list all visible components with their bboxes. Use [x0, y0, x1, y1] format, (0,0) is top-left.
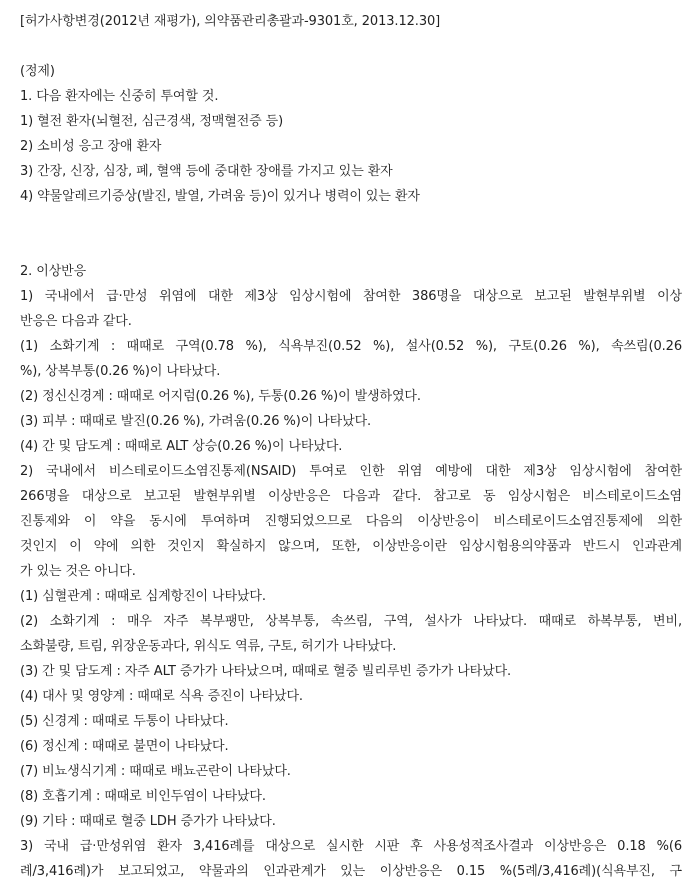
precautions-title: (정제): [20, 64, 55, 79]
spacer: [20, 34, 682, 59]
adverse-line: 266명을 대상으로 보고된 발현부위별 이상반응은 다음과 같다. 참고로 동 임상시험은 비스테로이드소염: [20, 489, 682, 504]
adverse-line: 례/3,416례)가 보고되었고, 약물과의 인과관계가 있는 이상반응은 0.15 %(5례/3,416례)(식욕부진, 구: [20, 864, 682, 879]
adverse-title: 2. 이상반응: [20, 264, 87, 279]
adverse-line: 진통제와 이 약을 동시에 투여하며 진행되었으므로 다음의 이상반응이 비스테로이드소염진통제에 의한: [20, 514, 682, 529]
revision-header: [허가사항변경(2012년 재평가), 의약품관리총괄과-9301호, 2013.12.30]: [20, 14, 441, 29]
adverse-line: 반응은 다음과 같다.: [20, 314, 132, 329]
adverse-line: (5) 신경계 : 때때로 두통이 나타났다.: [20, 714, 229, 729]
adverse-line: (9) 기타 : 때때로 혈중 LDH 증가가 나타났다.: [20, 814, 276, 829]
precaution-line: 3) 간장, 신장, 심장, 폐, 혈액 등에 중대한 장애를 가지고 있는 환자: [20, 164, 393, 179]
adverse-line: 1) 국내에서 급·만성 위염에 대한 제3상 임상시험에 참여한 386명을 대상으로 보고된 발현부위별 이상: [20, 289, 682, 304]
adverse-line: (7) 비뇨생식기계 : 때때로 배뇨곤란이 나타났다.: [20, 764, 291, 779]
adverse-line: (6) 정신계 : 때때로 불면이 나타났다.: [20, 739, 229, 754]
document-body: [20, 9, 682, 884]
adverse-line: 3) 국내 급·만성위염 환자 3,416례를 대상으로 실시한 시판 후 사용성적조사결과 이상반응은 0.18 %(6: [20, 839, 682, 854]
spacer: [20, 209, 682, 259]
adverse-line: (4) 간 및 담도계 : 때때로 ALT 상승(0.26 %)이 나타났다.: [20, 439, 343, 454]
precaution-line: 4) 약물알레르기증상(발진, 발열, 가려움 등)이 있거나 병력이 있는 환자: [20, 189, 420, 204]
precaution-line: 1) 혈전 환자(뇌혈전, 심근경색, 정맥혈전증 등): [20, 114, 284, 129]
adverse-line: 2) 국내에서 비스테로이드소염진통제(NSAID) 투여로 인한 위염 예방에 대한 제3상 임상시험에 참여한: [20, 464, 682, 479]
precaution-line: 1. 다음 환자에는 신중히 투여할 것.: [20, 89, 219, 104]
adverse-line: (2) 정신신경계 : 때때로 어지럼(0.26 %), 두통(0.26 %)이 발생하였다.: [20, 389, 421, 404]
adverse-line: 소화불량, 트림, 위장운동과다, 위식도 역류, 구토, 허기가 나타났다.: [20, 639, 397, 654]
adverse-line: (4) 대사 및 영양계 : 때때로 식욕 증진이 나타났다.: [20, 689, 303, 704]
adverse-line: (3) 피부 : 때때로 발진(0.26 %), 가려움(0.26 %)이 나타났다.: [20, 414, 372, 429]
precaution-line: 2) 소비성 응고 장애 환자: [20, 139, 162, 154]
adverse-line: 것인지 이 약에 의한 것인지 확실하지 않으며, 또한, 이상반응이란 임상시험용의약품과 반드시 인과관계: [20, 539, 682, 554]
adverse-line: (2) 소화기계 : 매우 자주 복부팽만, 상복부통, 속쓰림, 구역, 설사가 나타났다. 때때로 하복부통, 변비,: [20, 614, 682, 629]
adverse-line: (1) 소화기계 : 때때로 구역(0.78 %), 식욕부진(0.52 %), 설사(0.52 %), 구토(0.26 %), 속쓰림(0.26: [20, 339, 682, 354]
adverse-line: (3) 간 및 담도계 : 자주 ALT 증가가 나타났으며, 때때로 혈중 빌리루빈 증가가 나타났다.: [20, 664, 512, 679]
adverse-line: 가 있는 것은 아니다.: [20, 564, 136, 579]
adverse-line: (1) 심혈관계 : 때때로 심계항진이 나타났다.: [20, 589, 266, 604]
adverse-line: (8) 호흡기계 : 때때로 비인두염이 나타났다.: [20, 789, 266, 804]
adverse-line: %), 상복부통(0.26 %)이 나타났다.: [20, 364, 221, 379]
